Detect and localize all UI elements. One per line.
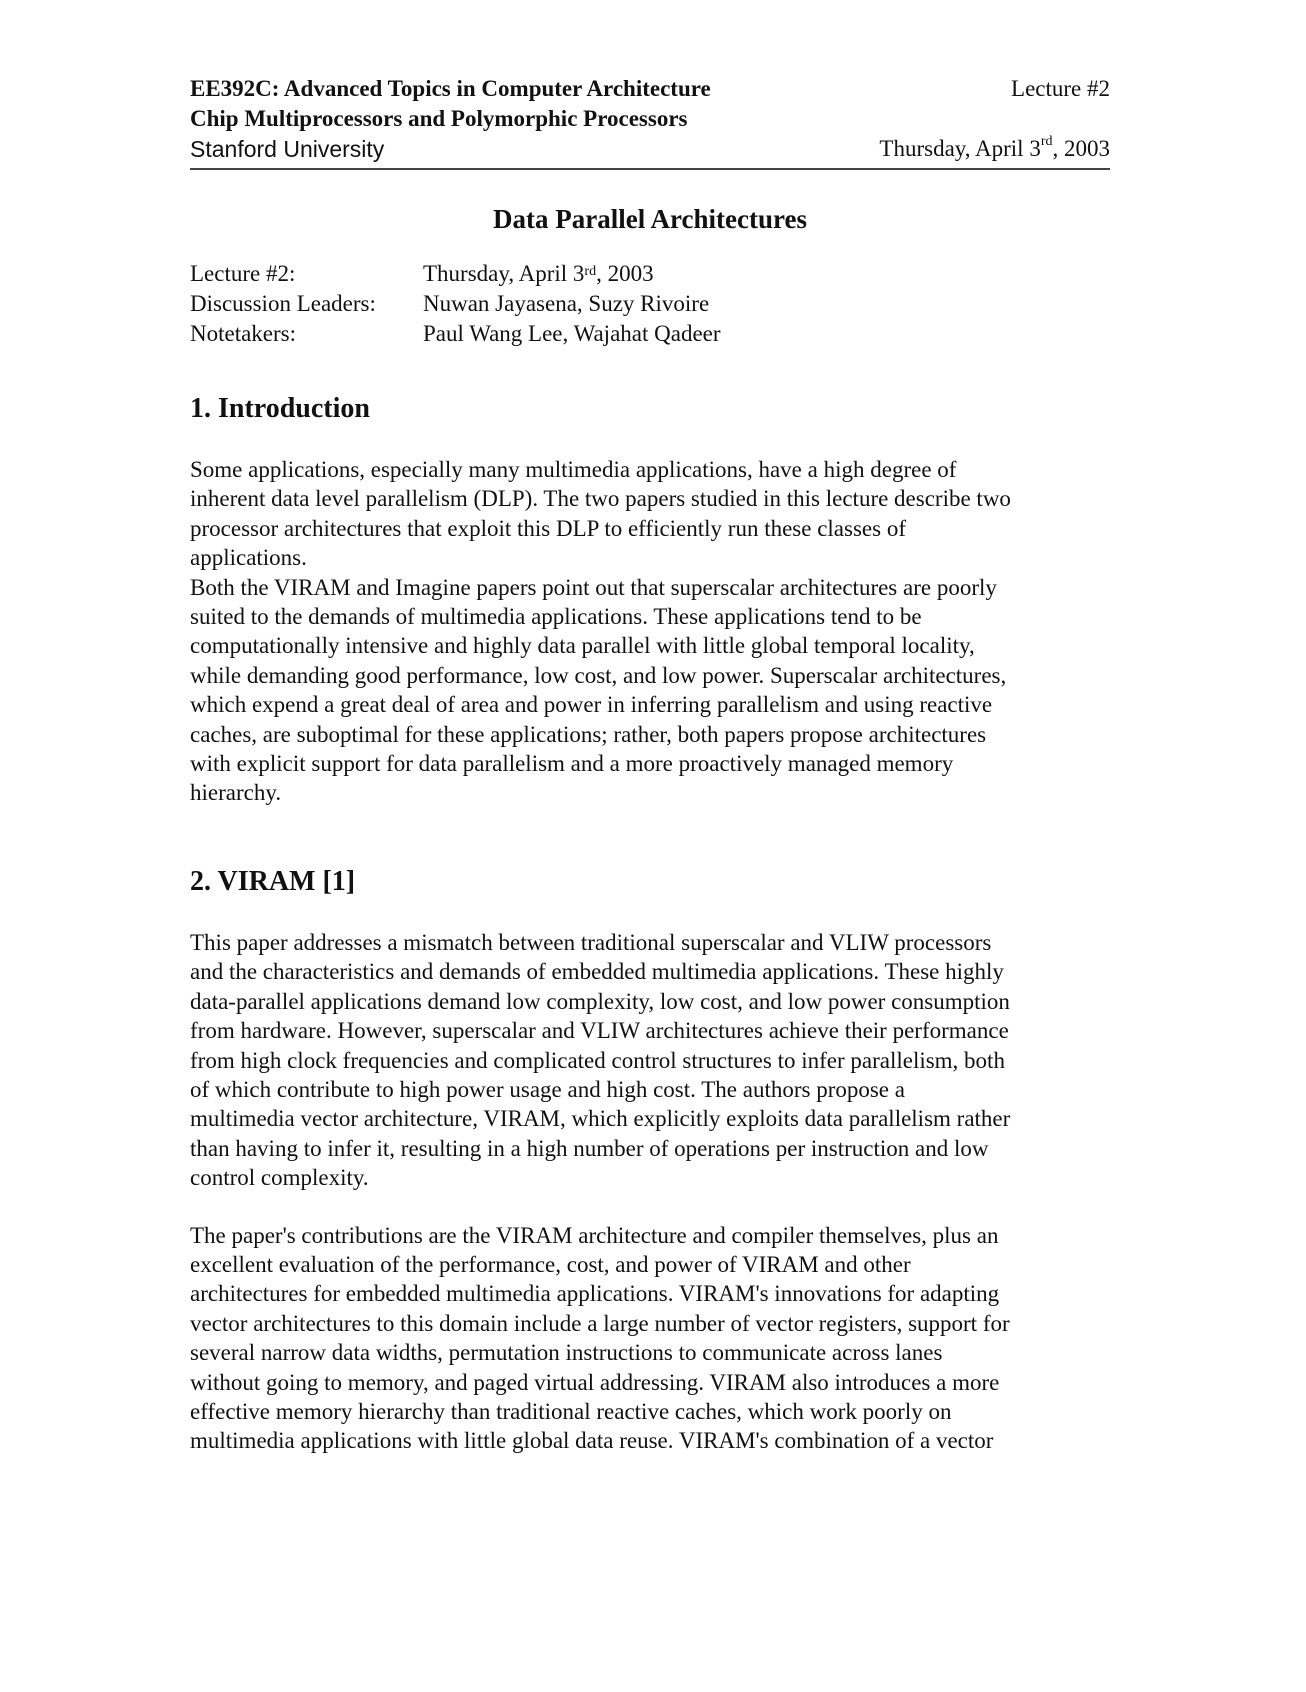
text-line: while demanding good performance, low cost, and low power. Superscalar architectures, [190, 662, 1007, 688]
meta-row-lecture [190, 259, 1110, 289]
text-line: from high clock frequencies and complicated control structures to infer parallelism, both [190, 1047, 1005, 1073]
text-line: effective memory hierarchy than traditional reactive caches, which work poorly on [190, 1398, 952, 1424]
text-line: data-parallel applications demand low complexity, low cost, and low power consumption [190, 988, 1010, 1014]
meta-row-notetakers [190, 319, 1110, 349]
text-line: caches, are suboptimal for these applications; rather, both papers propose architectures [190, 721, 987, 747]
viram-paragraph-1 [190, 928, 1110, 1193]
text-line: inherent data level parallelism (DLP). The two papers studied in this lecture describe two [190, 486, 1011, 512]
meta-row-leaders [190, 289, 1110, 319]
text-line: hierarchy. [190, 780, 282, 806]
document-page [190, 72, 1110, 1456]
meta-date-suffix: , 2003 [596, 261, 654, 286]
text-line: than having to infer it, resulting in a high number of operations per instruction and low [190, 1135, 989, 1161]
intro-paragraph-1 [190, 455, 1110, 573]
header-date-sup: rd [1040, 134, 1053, 149]
text-line: and the characteristics and demands of embedded multimedia applications. These highly [190, 959, 1004, 985]
header-date-prefix: Thursday, April 3 [879, 136, 1041, 161]
intro-paragraph-2 [190, 573, 1110, 808]
text-line: multimedia applications with little global data reuse. VIRAM's combination of a vector [190, 1428, 994, 1454]
text-line: vector architectures to this domain include a large number of vector registers, support for [190, 1310, 1010, 1336]
text-line: with explicit support for data parallelism and a more proactively managed memory [190, 751, 954, 777]
meta-label-leaders: Discussion Leaders: [190, 291, 376, 316]
text-line: architectures for embedded multimedia applications. VIRAM's innovations for adapting [190, 1281, 1000, 1307]
text-line: without going to memory, and paged virtual addressing. VIRAM also introduces a more [190, 1369, 1000, 1395]
text-line: Both the VIRAM and Imagine papers point out that superscalar architectures are poorly [190, 574, 997, 600]
course-subtitle: Chip Multiprocessors and Polymorphic Processors [190, 106, 688, 131]
text-line: The paper's contributions are the VIRAM architecture and compiler themselves, plus an [190, 1222, 999, 1248]
section-heading-viram: 2. VIRAM [1] [190, 865, 356, 897]
section-heading-introduction: 1. Introduction [190, 393, 370, 424]
meta-label-notetakers: Notetakers: [190, 321, 297, 346]
text-line: computationally intensive and highly data parallel with little global temporal locality, [190, 633, 975, 659]
text-line: multimedia vector architecture, VIRAM, which explicitly exploits data parallelism rather [190, 1106, 1011, 1132]
text-line: This paper addresses a mismatch between traditional superscalar and VLIW processors [190, 929, 992, 955]
document-header [190, 72, 1110, 170]
text-line: of which contribute to high power usage and high cost. The authors propose a [190, 1076, 905, 1102]
text-line: applications. [190, 545, 307, 571]
meta-value-lecture [423, 259, 654, 289]
text-line: excellent evaluation of the performance, cost, and power of VIRAM and other [190, 1251, 911, 1277]
lecture-number: Lecture #2 [1011, 76, 1110, 101]
meta-value-notetakers: Paul Wang Lee, Wajahat Qadeer [423, 321, 721, 346]
document-title: Data Parallel Architectures [493, 204, 807, 234]
header-date-suffix: , 2003 [1052, 136, 1110, 161]
text-line: control complexity. [190, 1165, 369, 1191]
meta-date-sup: rd [584, 264, 597, 279]
text-line: from hardware. However, superscalar and VLIW architectures achieve their performance [190, 1018, 1009, 1044]
university-name: Stanford University [190, 136, 385, 162]
meta-label-lecture: Lecture #2: [190, 261, 296, 286]
lecture-meta [190, 259, 1110, 349]
viram-paragraph-2 [190, 1221, 1110, 1456]
text-line: processor architectures that exploit this DLP to efficiently run these classes of [190, 515, 906, 541]
course-title: EE392C: Advanced Topics in Computer Architecture [190, 76, 711, 101]
meta-date-prefix: Thursday, April 3 [423, 261, 585, 286]
header-date [879, 136, 1110, 162]
text-line: suited to the demands of multimedia applications. These applications tend to be [190, 604, 922, 630]
text-line: which expend a great deal of area and power in inferring parallelism and using reactive [190, 692, 993, 718]
meta-value-leaders: Nuwan Jayasena, Suzy Rivoire [423, 291, 710, 316]
text-line: Some applications, especially many multimedia applications, have a high degree of [190, 457, 957, 482]
text-line: several narrow data widths, permutation instructions to communicate across lanes [190, 1340, 943, 1366]
